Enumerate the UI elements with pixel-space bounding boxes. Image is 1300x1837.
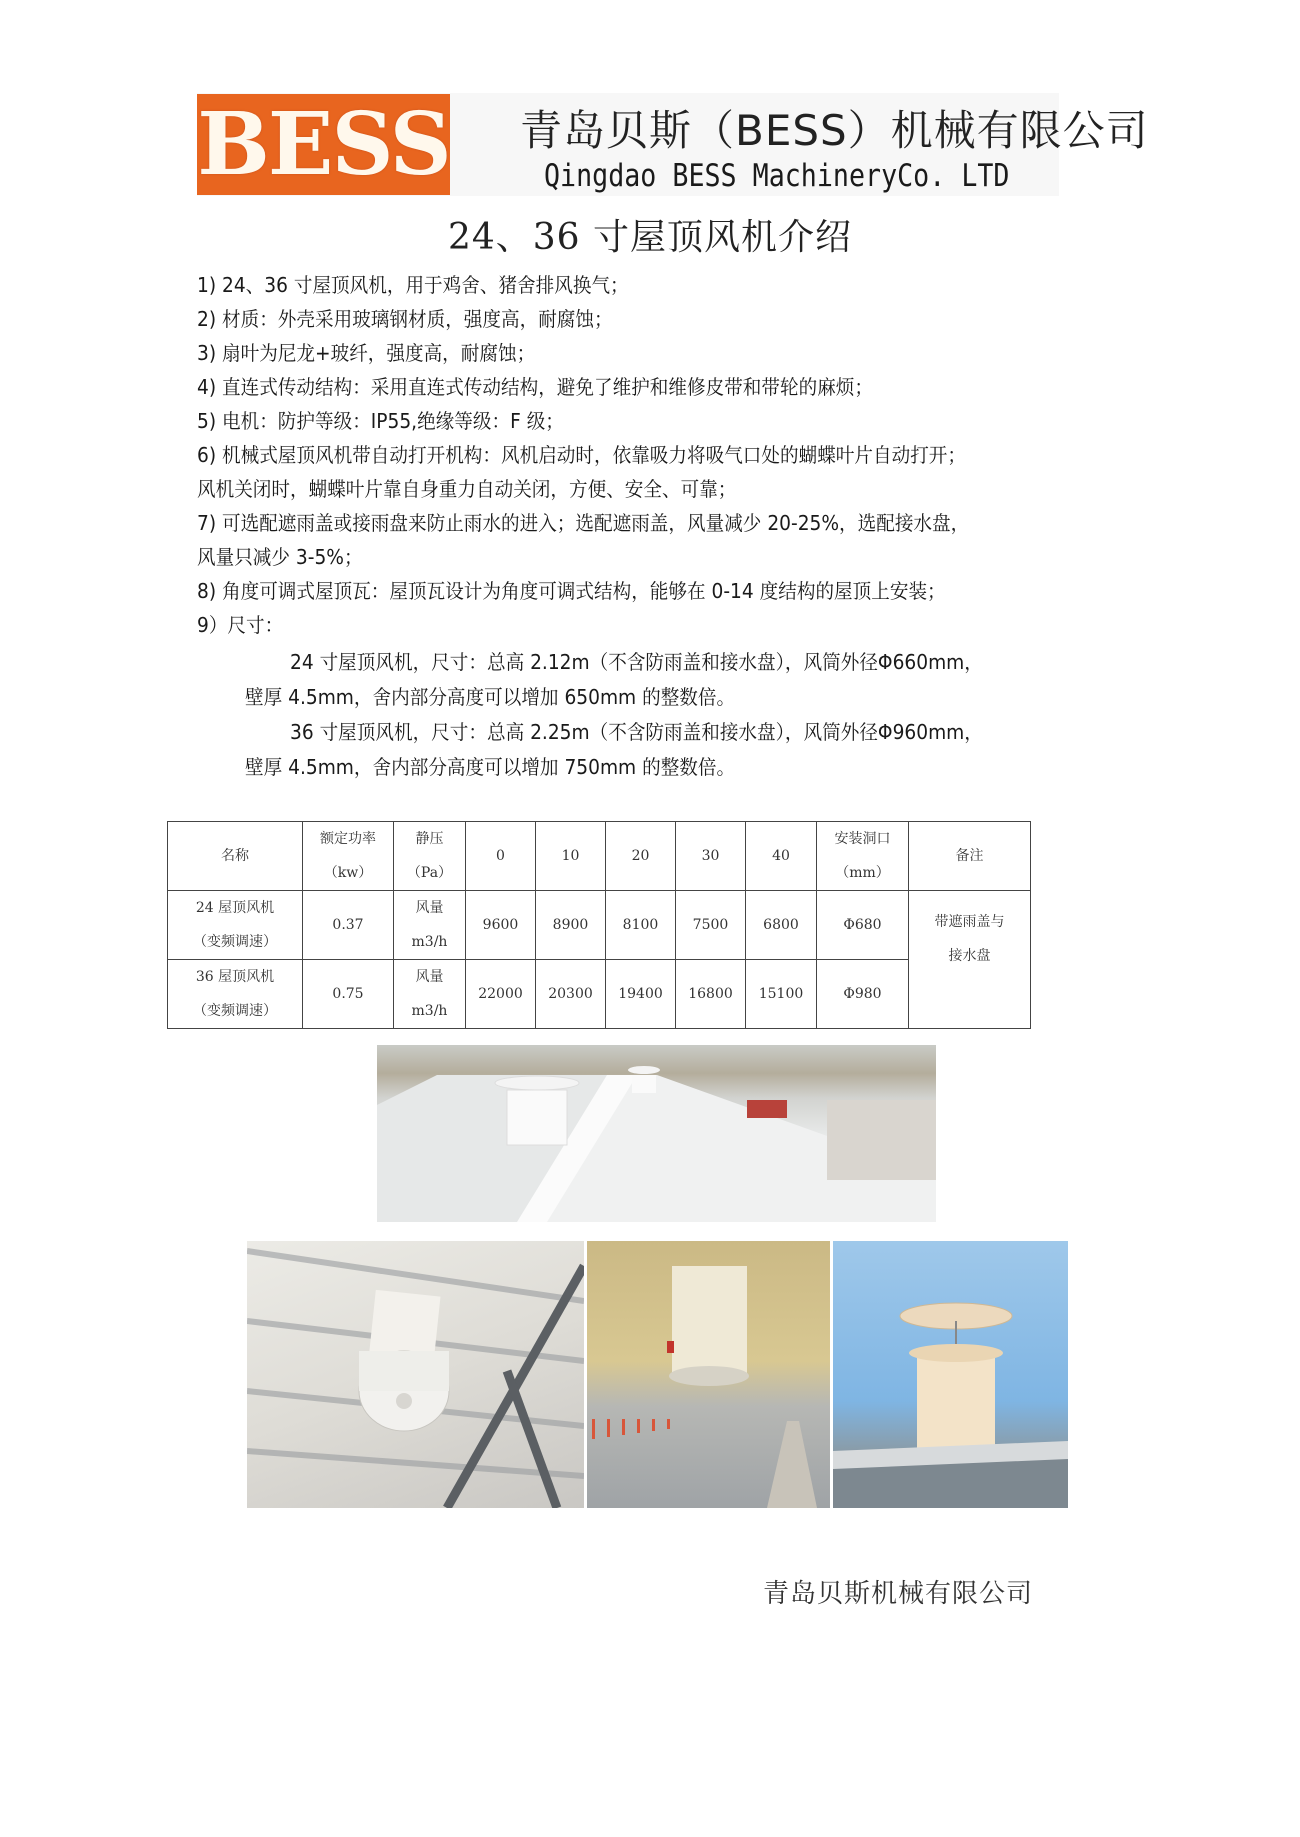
cell-name: 24 屋顶风机 （变频调速）: [168, 891, 303, 960]
barn-interior-photo: [587, 1241, 830, 1508]
cell-v20: 19400: [606, 960, 676, 1029]
header-power: 额定功率 （kw）: [303, 822, 394, 891]
header-p30: 30: [676, 822, 746, 891]
ceiling-fan-photo: [247, 1241, 584, 1508]
header-remark: 备注: [909, 822, 1031, 891]
list-item: 风量只减少 3-5%；: [197, 545, 363, 569]
cell-unit: 风量 m3/h: [394, 891, 466, 960]
company-name-cn: 青岛贝斯（BESS）机械有限公司: [520, 106, 1149, 155]
header-opening: 安装洞口 （mm）: [817, 822, 909, 891]
list-item: 4) 直连式传动结构：采用直连式传动结构，避免了维护和维修皮带和带轮的麻烦；: [197, 375, 874, 399]
header-p40: 40: [746, 822, 817, 891]
cell-v0: 22000: [466, 960, 536, 1029]
footer-company-name: 青岛贝斯机械有限公司: [763, 1579, 1034, 1609]
header-p0: 0: [466, 822, 536, 891]
list-item: 7) 可选配遮雨盖或接雨盘来防止雨水的进入；选配遮雨盖，风量减少 20-25%，选配接水盘，: [197, 511, 970, 535]
roof-fans-photo: [377, 1045, 936, 1222]
cell-v10: 20300: [536, 960, 606, 1029]
table-row: [168, 960, 1031, 1029]
list-item: 8) 角度可调式屋顶瓦：屋顶瓦设计为角度可调式结构，能够在 0-14 度结构的屋顶上安装；: [197, 579, 946, 603]
dimension-line: 24 寸屋顶风机，尺寸：总高 2.12m（不含防雨盖和接水盘），风筒外径Φ660mm，: [290, 650, 983, 674]
list-item: 风机关闭时，蝴蝶叶片靠自身重力自动关闭，方便、安全、可靠；: [197, 477, 737, 501]
cell-name: 36 屋顶风机 （变频调速）: [168, 960, 303, 1029]
header-pressure: 静压 （Pa）: [394, 822, 466, 891]
cell-v0: 9600: [466, 891, 536, 960]
cell-remark: 带遮雨盖与 接水盘: [909, 891, 1031, 1029]
logo-text: BESS: [197, 93, 450, 195]
header-name: 名称: [168, 822, 303, 891]
page-title: 24、36 寸屋顶风机介绍: [447, 217, 853, 258]
bess-logo: [197, 94, 450, 195]
list-item: 3) 扇叶为尼龙+玻纤，强度高，耐腐蚀；: [197, 341, 536, 365]
cell-v10: 8900: [536, 891, 606, 960]
cell-opening: Φ980: [817, 960, 909, 1029]
cell-v30: 16800: [676, 960, 746, 1029]
header-p20: 20: [606, 822, 676, 891]
list-item: 9）尺寸：: [197, 613, 284, 637]
cell-v40: 15100: [746, 960, 817, 1029]
list-item: 1) 24、36 寸屋顶风机，用于鸡舍、猪舍排风换气；: [197, 273, 629, 297]
dimension-line: 壁厚 4.5mm，舍内部分高度可以增加 650mm 的整数倍。: [245, 685, 736, 709]
list-item: 6) 机械式屋顶风机带自动打开机构：风机启动时，依靠吸力将吸气口处的蝴蝶叶片自动打开；: [197, 443, 967, 467]
cell-v40: 6800: [746, 891, 817, 960]
dimension-line: 36 寸屋顶风机，尺寸：总高 2.25m（不含防雨盖和接水盘），风筒外径Φ960mm，: [290, 720, 983, 744]
list-item: 5) 电机：防护等级：IP55,绝缘等级：F 级；: [197, 409, 564, 433]
cell-power: 0.75: [303, 960, 394, 1029]
cell-opening: Φ680: [817, 891, 909, 960]
cell-unit: 风量 m3/h: [394, 960, 466, 1029]
cell-v20: 8100: [606, 891, 676, 960]
table-header-row: [168, 822, 1031, 891]
rooftop-fan-with-cover-photo: [833, 1241, 1068, 1508]
dimension-line: 壁厚 4.5mm，舍内部分高度可以增加 750mm 的整数倍。: [245, 755, 736, 779]
spec-table: [167, 821, 1031, 1029]
company-name-en: Qingdao BESS MachineryCo. LTD: [544, 158, 1010, 194]
list-item: 2) 材质：外壳采用玻璃钢材质，强度高，耐腐蚀；: [197, 307, 613, 331]
table-row: [168, 891, 1031, 960]
header-p10: 10: [536, 822, 606, 891]
cell-v30: 7500: [676, 891, 746, 960]
cell-power: 0.37: [303, 891, 394, 960]
